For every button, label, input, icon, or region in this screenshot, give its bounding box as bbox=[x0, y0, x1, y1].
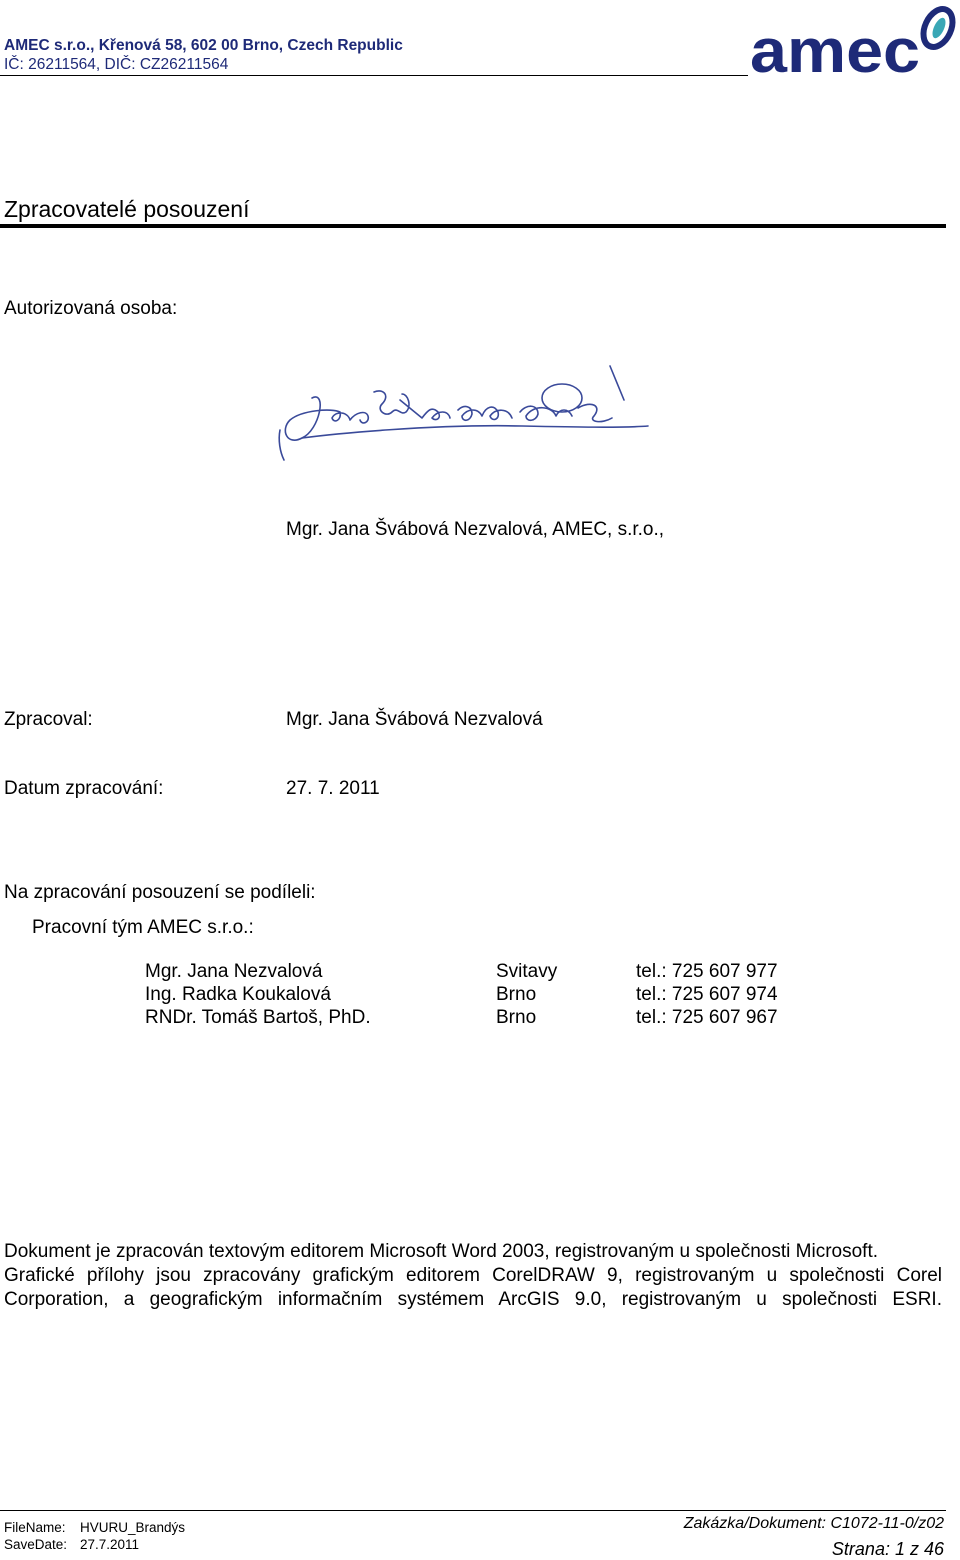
signature-image bbox=[272, 360, 664, 486]
team-member-tel: tel.: 725 607 967 bbox=[636, 1007, 778, 1028]
filename-value: HVURU_Brandýs bbox=[80, 1520, 186, 1535]
logo-swirl-icon bbox=[918, 4, 958, 51]
software-note-line1: Dokument je zpracován textovým editorem Microsoft Word 2003, registrovaným u společnosti Microsoft. bbox=[4, 1241, 878, 1262]
authorized-label: Autorizovaná osoba: bbox=[4, 298, 178, 319]
footer-divider bbox=[0, 1510, 946, 1511]
document-id: Zakázka/Dokument: C1072-11-0/z02 bbox=[683, 1515, 944, 1532]
team-member-tel: tel.: 725 607 974 bbox=[636, 984, 778, 1005]
company-ids: IČ: 26211564, DIČ: CZ26211564 bbox=[4, 56, 229, 73]
prepared-by-value: Mgr. Jana Švábová Nezvalová bbox=[286, 709, 543, 730]
team-member-city: Brno bbox=[496, 984, 537, 1005]
team-member-name: Mgr. Jana Nezvalová bbox=[145, 961, 323, 982]
header-divider bbox=[0, 75, 748, 76]
amec-logo bbox=[748, 4, 958, 78]
page-title: Zpracovatelé posouzení bbox=[4, 196, 250, 222]
authorized-name: Mgr. Jana Švábová Nezvalová, AMEC, s.r.o., bbox=[286, 519, 665, 540]
filename-label: FileName: bbox=[4, 1520, 66, 1535]
team-member-name: RNDr. Tomáš Bartoš, PhD. bbox=[145, 1007, 371, 1028]
prepared-by-label: Zpracoval: bbox=[4, 709, 93, 730]
page-number: Strana: 1 z 46 bbox=[831, 1539, 944, 1559]
team-heading: Pracovní tým AMEC s.r.o.: bbox=[32, 917, 254, 938]
company-address: AMEC s.r.o., Křenová 58, 602 00 Brno, Czech Republic bbox=[4, 37, 403, 54]
software-note-line2: Grafické přílohy jsou zpracovány grafickým editorem CorelDRAW 9, registrovaným u společnosti Corel Corporation, a geografickým informačním systémem ArcGIS 9.0, registrovaným u společnosti ESRI. bbox=[4, 1265, 942, 1310]
participants-heading: Na zpracování posouzení se podíleli: bbox=[4, 882, 316, 903]
software-note bbox=[4, 1240, 942, 1312]
savedate-value: 27.7.2011 bbox=[80, 1537, 140, 1552]
title-divider bbox=[0, 224, 946, 228]
logo-text: amec bbox=[750, 17, 920, 78]
team-member-city: Svitavy bbox=[496, 961, 558, 982]
team-member-city: Brno bbox=[496, 1007, 537, 1028]
team-member-name: Ing. Radka Koukalová bbox=[145, 984, 331, 1005]
team-member-tel: tel.: 725 607 977 bbox=[636, 961, 778, 982]
savedate-label: SaveDate: bbox=[4, 1537, 68, 1552]
date-label: Datum zpracování: bbox=[4, 778, 164, 799]
date-value: 27. 7. 2011 bbox=[286, 778, 380, 799]
